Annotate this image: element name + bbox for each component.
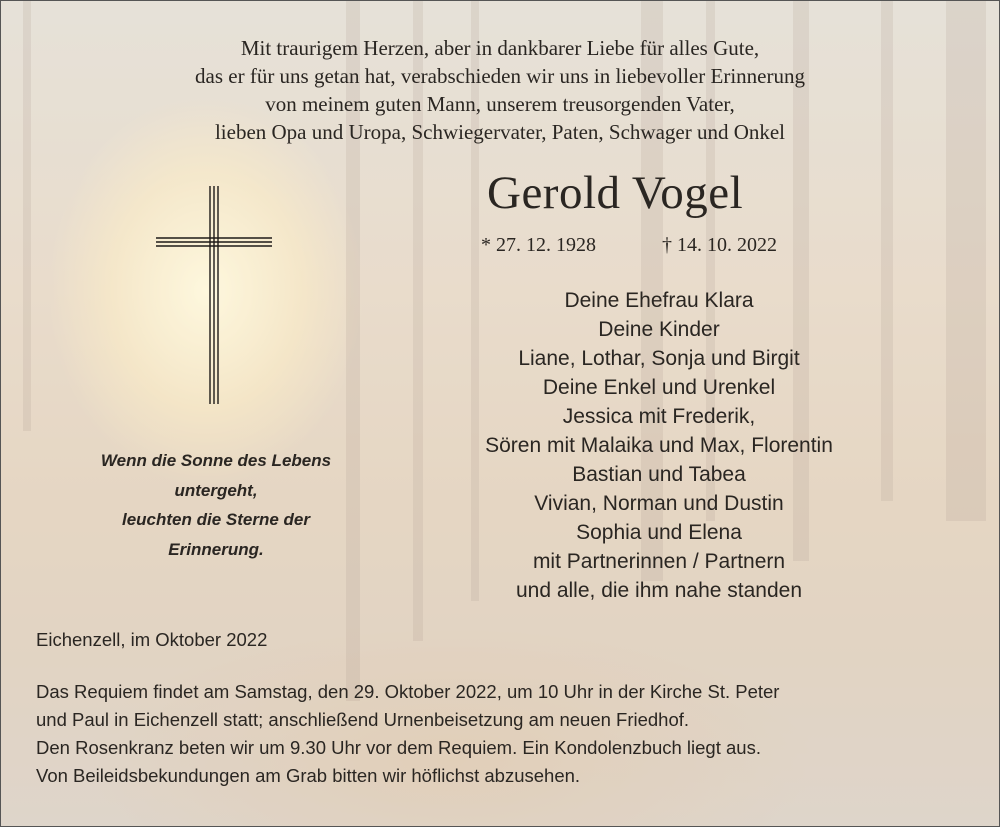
mourner-line: Deine Ehefrau Klara (564, 289, 754, 312)
details-line: und Paul in Eichenzell statt; anschließend Urnenbeisetzung am neuen Friedhof. (36, 709, 690, 730)
birth-date: * 27. 12. 1928 (481, 234, 596, 256)
intro-line: das er für uns getan hat, verabschieden wir uns in liebevoller Erinnerung (195, 64, 805, 88)
mourner-line: Sören mit Malaika und Max, Florentin (485, 434, 833, 457)
details-line: Den Rosenkranz beten wir um 9.30 Uhr vor dem Requiem. Ein Kondolenzbuch liegt aus. (36, 737, 761, 758)
mourner-line: Bastian und Tabea (572, 463, 746, 486)
death-date: † 14. 10. 2022 (662, 234, 777, 256)
intro-line: von meinem guten Mann, unserem treusorgenden Vater, (265, 92, 735, 116)
mourner-line: Liane, Lothar, Sonja und Birgit (518, 347, 800, 370)
funeral-details (36, 678, 779, 790)
quote-line: Erinnerung. (168, 539, 264, 559)
intro-line: lieben Opa und Uropa, Schwiegervater, Paten, Schwager und Onkel (214, 120, 786, 144)
mourner-line: mit Partnerinnen / Partnern (532, 550, 786, 573)
quote-line: untergeht, (174, 480, 258, 500)
mourners-list (409, 286, 909, 605)
quote-line: Wenn die Sonne des Lebens (100, 451, 332, 470)
memorial-quote (61, 446, 371, 564)
details-line: Das Requiem findet am Samstag, den 29. Oktober 2022, um 10 Uhr in der Kirche St. Peter (36, 681, 780, 702)
mourner-line: Deine Enkel und Urenkel (542, 376, 776, 399)
intro-line: Mit traurigem Herzen, aber in dankbarer Liebe für alles Gute, (240, 36, 760, 60)
mourner-line: Sophia und Elena (576, 521, 742, 544)
mourner-line: Deine Kinder (598, 318, 720, 341)
details-line: Von Beileidsbekundungen am Grab bitten wir höflichst abzusehen. (36, 765, 581, 786)
mourner-line: und alle, die ihm nahe standen (515, 579, 803, 602)
intro-text (1, 34, 999, 146)
mourner-line: Jessica mit Frederik, (562, 405, 756, 428)
quote-line: leuchten die Sterne der (122, 510, 310, 529)
mourner-line: Vivian, Norman und Dustin (534, 492, 784, 515)
deceased-name: Gerold Vogel (487, 167, 744, 219)
latin-cross-icon (156, 186, 272, 406)
place-and-date: Eichenzell, im Oktober 2022 (36, 629, 268, 650)
